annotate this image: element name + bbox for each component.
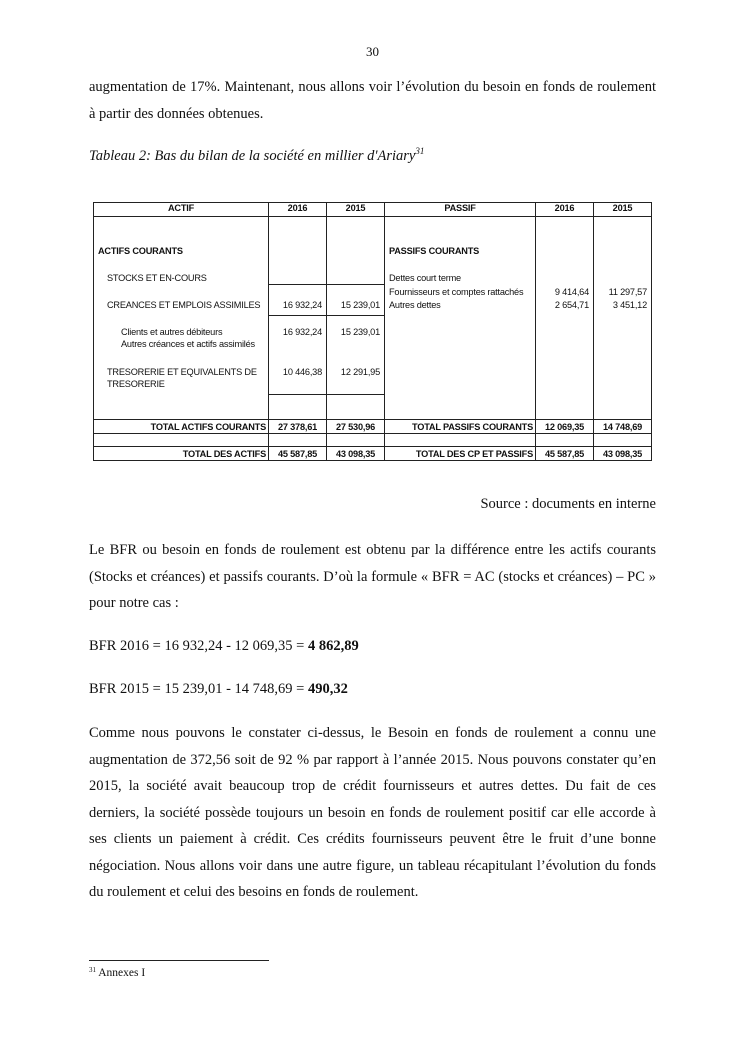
creances-2015: 15 239,01 xyxy=(340,300,380,310)
row-divider xyxy=(269,394,326,395)
autres-dettes-2016: 2 654,71 xyxy=(554,300,589,310)
total-actifs-courants-2015: 27 530,96 xyxy=(327,420,385,434)
creances-label: CREANCES ET EMPLOIS ASSIMILES xyxy=(107,300,261,310)
footnote xyxy=(89,966,145,979)
row-divider xyxy=(327,284,384,285)
row-divider xyxy=(327,394,384,395)
row-divider xyxy=(269,284,326,285)
total-general-row xyxy=(94,447,652,461)
table-source: Source : documents en interne xyxy=(480,496,656,512)
clients-2016: 16 932,24 xyxy=(282,327,322,337)
table-caption-text: Tableau 2: Bas du bilan de la société en millier d'Ariary xyxy=(89,148,416,164)
creances-2016: 16 932,24 xyxy=(282,300,322,310)
clients-2015: 15 239,01 xyxy=(340,327,380,337)
footnote-separator xyxy=(89,960,269,961)
formula-2015-result: 490,32 xyxy=(307,681,348,697)
header-actif-2015: 2015 xyxy=(327,203,385,217)
header-passif-2016: 2016 xyxy=(536,203,594,217)
header-actif: ACTIF xyxy=(94,203,269,217)
passifs-courants-heading: PASSIFS COURANTS xyxy=(389,246,480,256)
total-actifs-courants-2016: 27 378,61 xyxy=(269,420,327,434)
row-divider xyxy=(327,315,384,316)
formula-2016-result: 4 862,89 xyxy=(307,638,359,654)
table-header-row xyxy=(94,203,652,217)
actif-2015-cell xyxy=(327,217,385,420)
footnote-text: Annexes I xyxy=(98,967,146,979)
total-actifs-2015: 43 098,35 xyxy=(327,447,385,461)
page-number: 30 xyxy=(366,44,379,59)
stocks-label: STOCKS ET EN-COURS xyxy=(107,273,207,283)
fournisseurs-2016: 9 414,64 xyxy=(554,287,589,297)
actifs-courants-heading: ACTIFS COURANTS xyxy=(98,246,183,256)
footnote-ref: 31 xyxy=(415,146,425,156)
table-caption xyxy=(89,146,424,165)
actif-2016-cell xyxy=(269,217,327,420)
formula-2015 xyxy=(89,681,348,698)
total-actifs-label: TOTAL DES ACTIFS xyxy=(94,447,269,461)
total-passifs-courants-2016: 12 069,35 xyxy=(536,420,594,434)
total-passifs-courants-label: TOTAL PASSIFS COURANTS xyxy=(385,420,536,434)
tresorerie-2016: 10 446,38 xyxy=(282,367,322,377)
total-cp-passifs-2015: 43 098,35 xyxy=(594,447,652,461)
passif-labels-cell xyxy=(385,217,536,420)
formula-2016 xyxy=(89,638,359,655)
empty-row xyxy=(94,434,652,447)
passif-2016-cell xyxy=(536,217,594,420)
conclusion-paragraph: Comme nous pouvons le constater ci-dessus, le Besoin en fonds de roulement a connu une augmentation de 372,56 soit de 92 % par rapport à l’année 2015. Nous pouvons constater qu’en 2015, la société avait beaucoup trop de crédit fournisseurs et autres dettes. Du fait de ces derniers, la société possède toujours un besoin en fonds de roulement positif car elle accorde à ses clients un paiement à crédit. Ces crédits fournisseurs peuvent être le fruit d’une bonne négociation. Nous allons voir dans une autre figure, un tableau récapitulant l’évolution du fonds du roulement et celui des besoins en fonds de roulement. xyxy=(89,725,656,900)
balance-sheet-table xyxy=(93,202,652,461)
tresorerie-label-1: TRESORERIE ET EQUIVALENTS DE xyxy=(107,367,257,377)
passif-2015-cell xyxy=(594,217,652,420)
total-actifs-2016: 45 587,85 xyxy=(269,447,327,461)
total-actifs-courants-label: TOTAL ACTIFS COURANTS xyxy=(94,420,269,434)
total-cp-passifs-label: TOTAL DES CP ET PASSIFS xyxy=(385,447,536,461)
header-actif-2016: 2016 xyxy=(269,203,327,217)
clients-label: Clients et autres débiteurs xyxy=(121,327,223,337)
autres-dettes-2015: 3 451,12 xyxy=(612,300,647,310)
tresorerie-label-2: TRESORERIE xyxy=(107,379,165,389)
bfr-definition-paragraph: Le BFR ou besoin en fonds de roulement est obtenu par la différence entre les actifs courants (Stocks et créances) et passifs courants. D’où la formule « BFR = AC (stocks et créances) – PC » pour notre cas : xyxy=(89,542,656,611)
fournisseurs-2015: 11 297,57 xyxy=(608,287,647,297)
total-cp-passifs-2016: 45 587,85 xyxy=(536,447,594,461)
tresorerie-2015: 12 291,95 xyxy=(340,367,380,377)
table-body-row xyxy=(94,217,652,420)
autres-creances-label: Autres créances et actifs assimilés xyxy=(121,339,255,349)
dettes-ct-label: Dettes court terme xyxy=(389,273,461,283)
header-passif-2015: 2015 xyxy=(594,203,652,217)
total-passifs-courants-2015: 14 748,69 xyxy=(594,420,652,434)
formula-2015-expr: BFR 2015 = 15 239,01 - 14 748,69 = xyxy=(89,681,308,697)
actif-labels-cell xyxy=(94,217,269,420)
formula-2016-expr: BFR 2016 = 16 932,24 - 12 069,35 = xyxy=(89,638,308,654)
row-divider xyxy=(269,315,326,316)
footnote-number: 31 xyxy=(89,966,96,974)
header-passif: PASSIF xyxy=(385,203,536,217)
total-courants-row xyxy=(94,420,652,434)
autres-dettes-label: Autres dettes xyxy=(389,300,441,310)
fournisseurs-label: Fournisseurs et comptes rattachés xyxy=(389,287,524,297)
intro-paragraph: augmentation de 17%. Maintenant, nous allons voir l’évolution du besoin en fonds de roulement à partir des données obtenues. xyxy=(89,79,656,122)
